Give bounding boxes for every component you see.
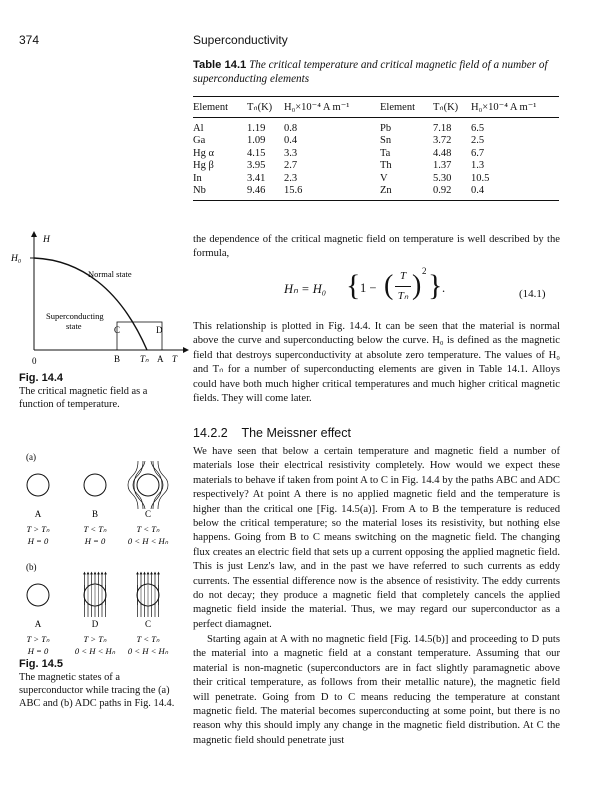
panel-b-state-label: D [91,619,99,629]
panel-b-temperature-condition: T < Tₙ [136,634,160,644]
table-cell: Hg α [193,147,214,159]
table-cell: In [193,172,202,184]
table-cell: Pb [380,123,392,134]
table-cell: V [380,172,388,184]
section-number: 14.2.2 [193,426,228,440]
superconducting-label-2: state [66,321,82,331]
table-cell: 0.4 [471,185,485,197]
table-cell: Ta [380,147,391,159]
table-row [193,148,559,160]
table-cell: 2.3 [284,172,298,184]
table-cell: 1.19 [247,123,266,134]
table-cell: 4.48 [433,147,452,159]
table-cell: 3.41 [247,172,266,184]
panel-b-state-label: C [144,619,152,629]
eq-paren-left: ( [384,270,394,301]
panel-a-field-condition: H = 0 [84,536,106,546]
h0-label: H₀ [11,254,22,264]
section-title: The Meissner effect [241,426,351,440]
point-b-label: B [114,354,121,364]
eq-period: . [442,281,446,295]
table-cell: 3.72 [433,135,452,147]
table-caption [193,58,563,86]
paragraph-plot-description: This relationship is plotted in Fig. 14.4. It can be seen that the material is normal above the curve and superconducting below the curve. H₀ is defined as the magnetic field that destroys superconductivity at absolute zero temperature. The values of H₀ and Tₙ for a number of superconducting elements are given in Table 14.1. Alloys could have both much higher critical temperatures and much higher critical magnetic fields. They will come later. [193,321,560,405]
panel-a-state-label: C [144,509,152,519]
col-header: Element [380,101,415,113]
sample-circle [27,584,49,606]
table-cell: 5.30 [433,172,452,184]
eq-denominator: Tₙ [397,290,409,302]
eq-lhs: Hₙ = H₀ [284,282,327,296]
table-cell: 3.95 [247,160,266,172]
table-cell: Nb [193,185,206,197]
table-cell: 2.7 [284,160,298,172]
table-cell: 9.46 [247,185,266,197]
panel-a-state-label: B [91,509,99,519]
paragraph-intro: the dependence of the critical magnetic field on temperature is well described by the formula, [193,234,560,260]
table-cell: Zn [380,185,392,197]
paragraph-meissner-2: Starting again at A with no magnetic field [Fig. 14.5(b)] and proceeding to D puts the material into a magnetic field at a constant temperature. Assuming that our material is non-magnetic (superconductors are in fact slightly paramagnetic above their critical temperature, as follows from their metallic nature), the magnetic field will penetrate. Going from D to C means reducing the temperature at constant magnetic field. The material becomes superconducting at some point, but there is no reason why this should imply any change in the magnetic field distribution. At C the magnetic field should penetrate just [193,634,560,746]
panel-a-temperature-condition: T > Tₙ [26,524,50,534]
eq-one-minus: 1 − [360,281,377,295]
table-cell: 6.5 [471,123,485,134]
table-cell: Th [380,160,392,172]
eq-exponent: 2 [422,266,427,276]
table-cell: 4.15 [247,147,266,159]
panel-b-field-condition: 0 < H < Hₙ [74,646,116,656]
table-cell: 6.7 [471,147,485,159]
table-cell: 2.5 [471,135,485,147]
table-cell: 1.09 [247,135,266,147]
table-caption-text: The critical temperature and critical magnetic field of a number of superconducting elements [193,59,548,85]
table-cell: Al [193,123,204,134]
table-cell: 10.5 [471,172,490,184]
panel-b-field-condition: 0 < H < Hₙ [127,646,169,656]
critical-field-graph [10,228,190,368]
table-row [193,135,559,147]
table-row [193,160,559,172]
fig-14-4-label: Fig. 14.4 [19,372,64,384]
col-header: Tₙ(K) [433,102,459,113]
page-number: 374 [19,33,40,47]
equation-number: (14.1) [519,288,546,300]
sample-circle [84,474,106,496]
eq-brace-right: } [428,269,443,302]
table-cell: Ga [193,135,206,147]
table-cell: 7.18 [433,123,452,134]
critical-field-table [193,97,559,197]
panel-a-temperature-condition: T < Tₙ [83,524,107,534]
origin-label: 0 [32,356,37,366]
superconducting-label: Superconducting [46,311,104,321]
table-label: Table 14.1 [193,59,247,71]
panel-a-label: (a) [26,452,36,462]
eq-fraction-bar [395,286,411,287]
panel-a-field-condition: H = 0 [27,536,49,546]
col-header: Element [193,101,228,113]
table-header-row [193,97,559,117]
table-cell: 0.92 [433,185,452,197]
running-title: Superconductivity [193,33,288,47]
x-axis-label: T [172,354,178,364]
table-cell: 1.3 [471,160,485,172]
panel-b-temperature-condition: T > Tₙ [83,634,107,644]
panel-b-state-label: A [34,619,42,629]
table-row [193,185,559,197]
point-d-label: D [156,325,163,335]
table-cell: 0.4 [284,135,298,147]
panel-a-field-condition: 0 < H < Hₙ [127,536,169,546]
table-bottom-rule [193,200,559,201]
panel-b-field-condition: H = 0 [27,646,49,656]
panel-a-state-label: A [34,509,42,519]
table-row [193,117,559,135]
point-c-label: C [114,325,121,335]
eq-brace-left: { [346,269,361,302]
equation-14-1 [284,262,474,314]
magnetic-states-figure [14,448,192,656]
point-a-label: A [157,354,164,364]
section-heading [193,426,351,440]
table-cell: Hg β [193,160,214,172]
paragraph-meissner-1: We have seen that below a certain temperature and magnetic field a number of materials lose their electrical resistivity completely. How would we expect these materials to behave if taken from point A to C in Fig. 14.4 by the paths ABC and ADC respectively? At point A there is no applied magnetic field and the temperature is higher than the critical one [Fig. 14.5(a)]. From A to B the temperature is reduced below the critical temperature; so the material loses its resistivity, but nothing else happens. Going from B to C means switching on the magnetic field. The changing flux creates an electric field that sets up a current opposing the applied magnetic field. This is just Lenz's law, and in the past we have referred to such currents as eddy currents. The essential difference now is the absence of resistivity. The eddy currents do not decay; they produce a magnetic field that completely cancels the applied magnetic field inside the material. Thus, we may regard our superconductor as a perfect diamagnet. [193,446,560,630]
normal-state-label: Normal state [88,269,132,279]
panel-b-temperature-condition: T > Tₙ [26,634,50,644]
col-header: H₀×10⁻⁴ A m⁻¹ [284,102,350,113]
tc-label: Tₙ [140,354,149,364]
fig-14-5-label: Fig. 14.5 [19,658,64,670]
table-cell: 3.3 [284,147,298,159]
table-cell: 15.6 [284,185,303,197]
fig-14-5-caption [19,658,179,710]
panel-a-temperature-condition: T < Tₙ [136,524,160,534]
col-header: H₀×10⁻⁴ A m⁻¹ [471,102,537,113]
y-axis-label: H [43,235,50,245]
table-cell: 0.8 [284,123,298,134]
fig-14-4-caption [19,372,179,411]
eq-numerator: T [399,270,407,282]
col-header: Tₙ(K) [247,102,273,113]
fig-14-4-text: The critical magnetic field as a function of temperature. [19,386,148,410]
table-cell: 1.37 [433,160,452,172]
table-cell: Sn [380,135,392,147]
eq-paren-right: ) [412,270,422,301]
table-row [193,173,559,185]
fig-14-5-text: The magnetic states of a superconductor while tracing the (a) ABC and (b) ADC paths in Fig. 14.4. [19,672,175,709]
panel-b-label: (b) [26,562,37,572]
sample-circle [27,474,49,496]
sample-circle [137,474,159,496]
